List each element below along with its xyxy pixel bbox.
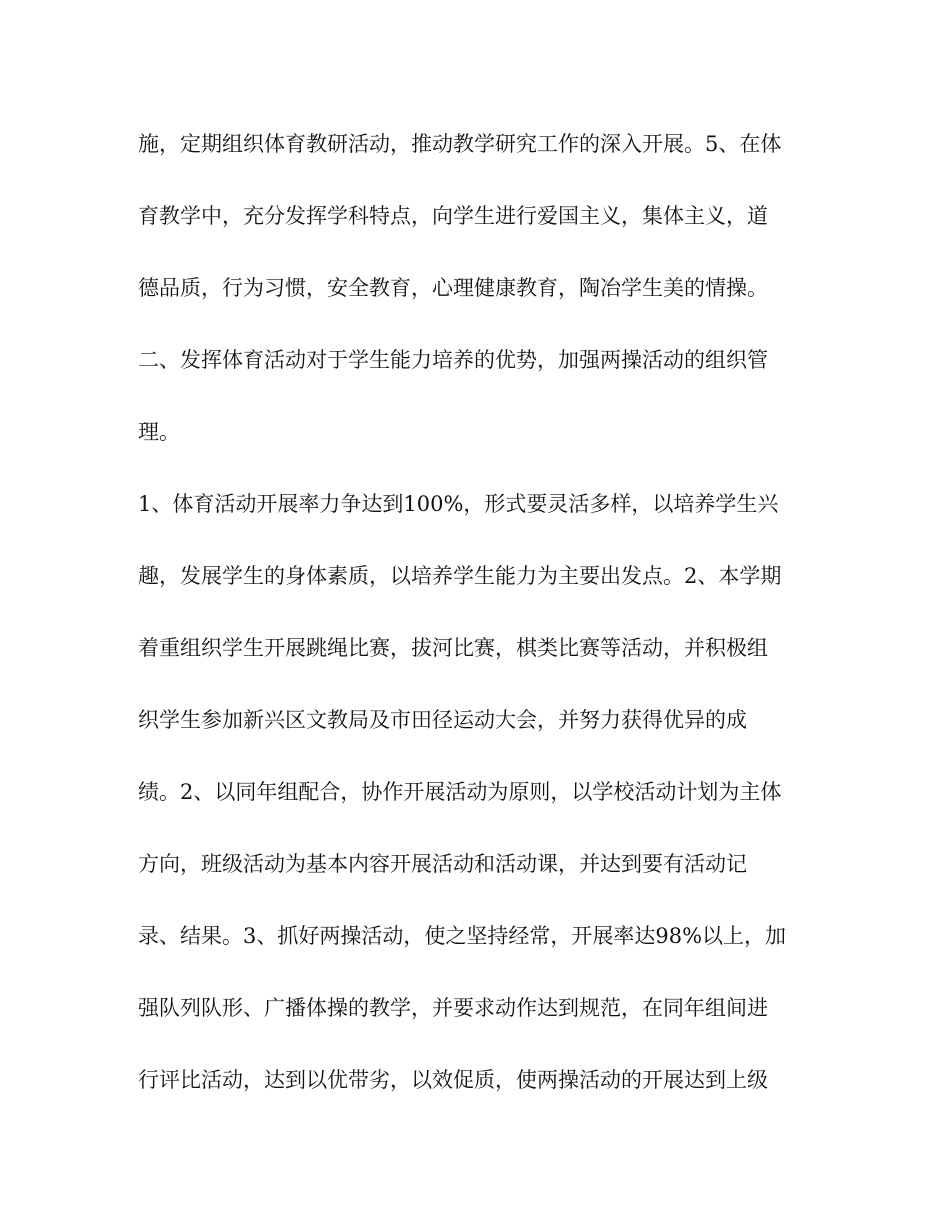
text-line: 趣，发展学生的身体素质，以培养学生能力为主要出发点。2、本学期 <box>138 564 782 588</box>
section-heading-continued: 理。 <box>138 420 180 444</box>
section-heading: 二、发挥体育活动对于学生能力培养的优势，加强两操活动的组织管 <box>138 348 768 372</box>
text-line: 绩。2、以同年组配合，协作开展活动为原则，以学校活动计划为主体 <box>138 780 782 804</box>
text-line: 强队列队形、广播体操的教学，并要求动作达到规范，在同年组间进 <box>138 996 768 1020</box>
text-line: 录、结果。3、抓好两操活动，使之坚持经常，开展率达98%以上，加 <box>138 924 787 948</box>
text-line: 方向，班级活动为基本内容开展活动和活动课，并达到要有活动记 <box>138 852 747 876</box>
text-line: 着重组织学生开展跳绳比赛，拔河比赛，棋类比赛等活动，并积极组 <box>138 636 768 660</box>
text-line: 1、体育活动开展率力争达到100%，形式要灵活多样，以培养学生兴 <box>138 492 779 516</box>
text-line: 德品质，行为习惯，安全教育，心理健康教育，陶冶学生美的情操。 <box>138 276 768 300</box>
text-line: 施，定期组织体育教研活动，推动教学研究工作的深入开展。5、在体 <box>138 132 782 156</box>
text-line: 织学生参加新兴区文教局及市田径运动大会，并努力获得优异的成 <box>138 708 747 732</box>
text-line: 育教学中，充分发挥学科特点，向学生进行爱国主义，集体主义，道 <box>138 204 768 228</box>
text-line: 行评比活动，达到以优带劣，以效促质，使两操活动的开展达到上级 <box>138 1068 768 1092</box>
